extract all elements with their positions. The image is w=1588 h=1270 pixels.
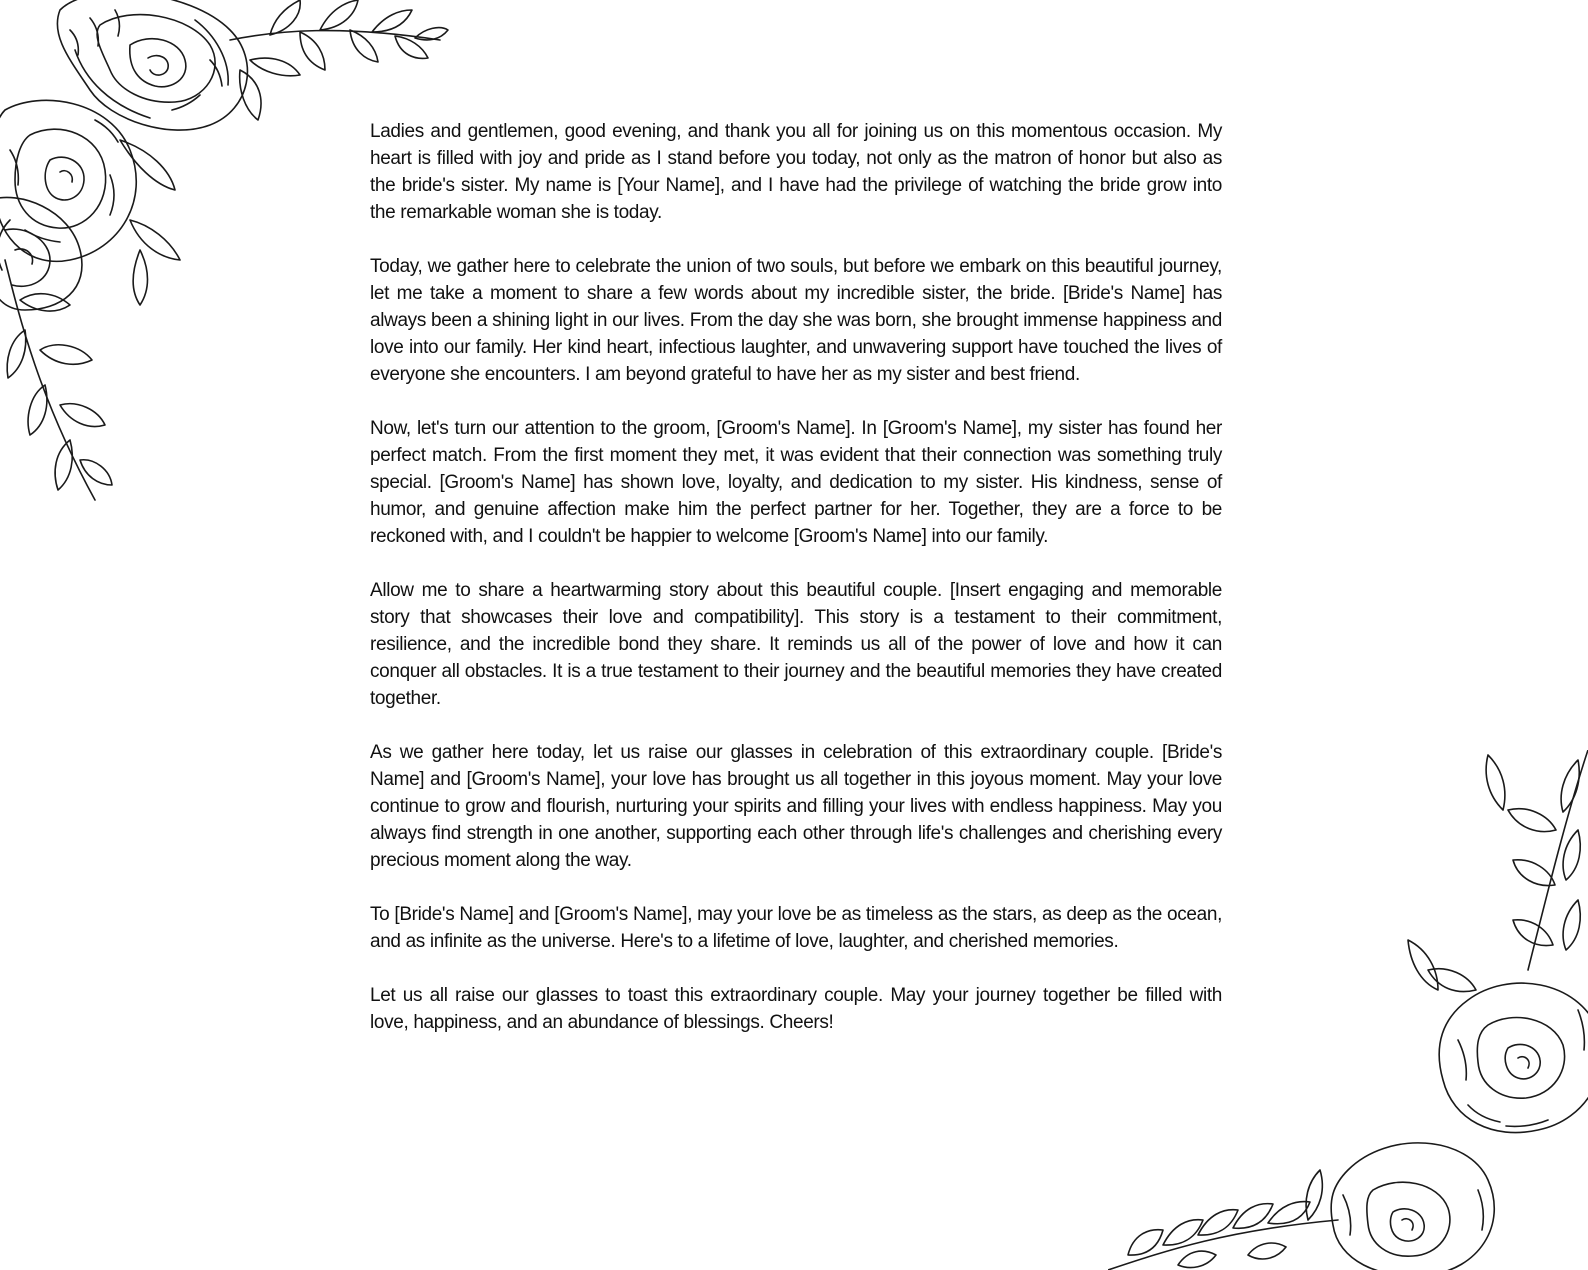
speech-paragraph-7: Let us all raise our glasses to toast this extraordinary couple. May your journey together be filled with love, happiness, and an abundance of blessings. Cheers! (370, 985, 1222, 1033)
speech-paragraph-2: Today, we gather here to celebrate the union of two souls, but before we embark on this beautiful journey, let me take a moment to share a few words about my incredible sister, the bride. [Bride's Name] has always been a shining light in our lives. From the day she was born, she brought immense happiness and love into our family. Her kind heart, infectious laughter, and unwavering support have touched the lives of everyone she encounters. I am beyond grateful to have her as my sister and best friend. (370, 256, 1222, 385)
speech-paragraph-6: To [Bride's Name] and [Groom's Name], may your love be as timeless as the stars, as deep as the ocean, and as infinite as the universe. Here's to a lifetime of love, laughter, and cherished memories. (370, 904, 1222, 952)
speech-paragraph-3: Now, let's turn our attention to the groom, [Groom's Name]. In [Groom's Name], my sister has found her perfect match. From the first moment they met, it was evident that their connection was something truly special. [Groom's Name] has shown love, loyalty, and dedication to my sister. His kindness, sense of humor, and genuine affection make him the perfect partner for her. Together, they are a force to be reckoned with, and I couldn't be happier to welcome [Groom's Name] into our family. (370, 418, 1222, 547)
speech-paragraph-4: Allow me to share a heartwarming story about this beautiful couple. [Insert engaging and memorable story that showcases their love and compatibility]. This story is a testament to their commitment, resilience, and the incredible bond they share. It reminds us all of the power of love and how it can conquer all obstacles. It is a true testament to their journey and the beautiful memories they have created together. (370, 580, 1222, 709)
speech-paragraph-1: Ladies and gentlemen, good evening, and thank you all for joining us on this momentous occasion. My heart is filled with joy and pride as I stand before you today, not only as the matron of honor but also as the bride's sister. My name is [Your Name], and I have had the privilege of watching the bride grow into the remarkable woman she is today. (370, 121, 1222, 223)
speech-body (370, 118, 1222, 1036)
speech-paragraph-5: As we gather here today, let us raise our glasses in celebration of this extraordinary couple. [Bride's Name] and [Groom's Name], your love has brought us all together in this joyous moment. May your love continue to grow and flourish, nurturing your spirits and filling your lives with endless happiness. May you always find strength in one another, supporting each other through life's challenges and cherishing every precious moment along the way. (370, 742, 1222, 871)
